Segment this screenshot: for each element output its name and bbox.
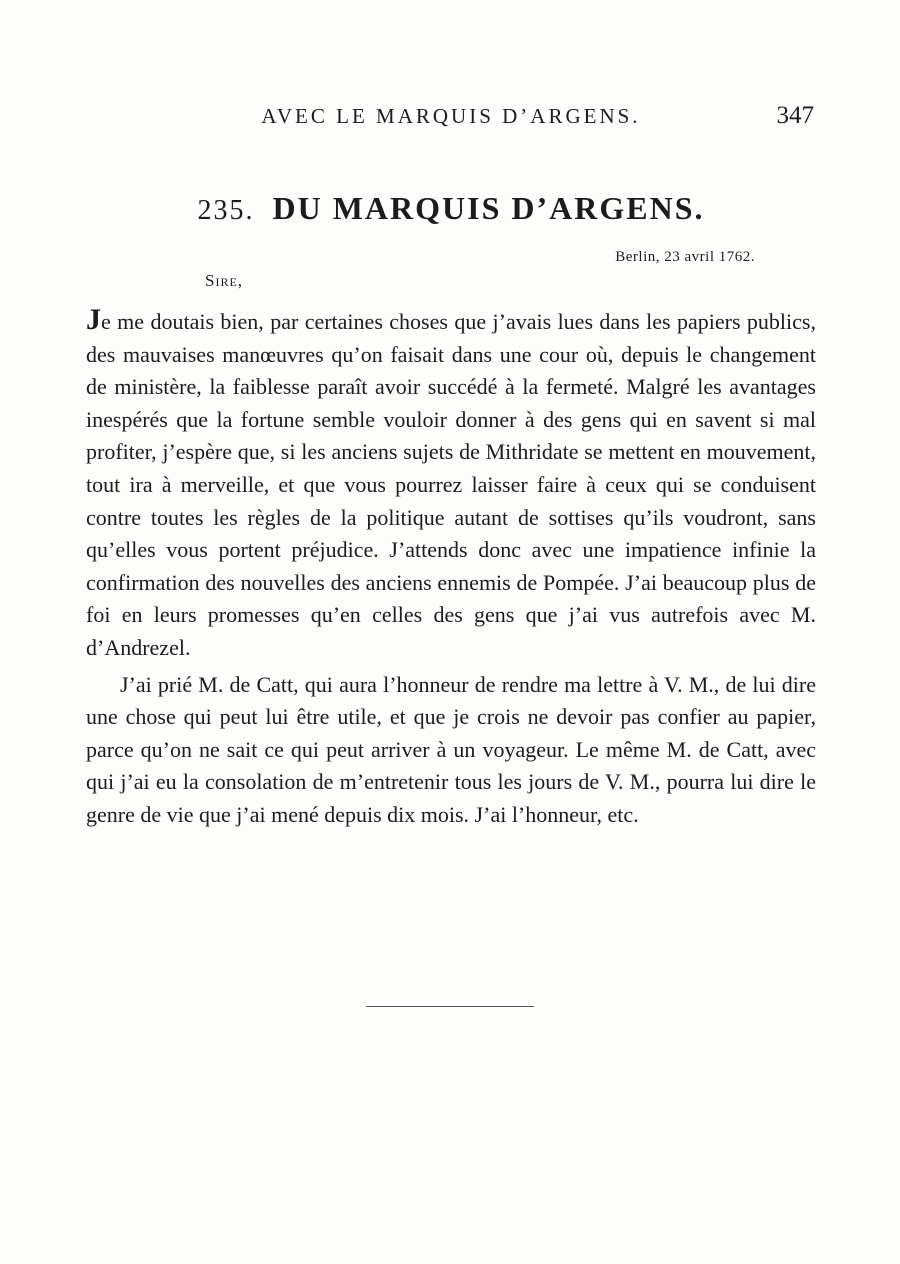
running-title: AVEC LE MARQUIS D’ARGENS. [261,104,641,128]
paragraph-2: J’ai prié M. de Catt, qui aura l’honneur de rendre ma lettre à V. M., de lui dire une chose qui peut lui être utile, et que je crois ne devoir pas confier au papier, parce qu’on ne sait ce qui peut arriver à un voyageur. Le même M. de Catt, avec qui j’ai eu la consolation de m’entretenir tous les jours de V. M., pourra lui dire le genre de vie que j’ai mené depuis dix mois. J’ai l’honneur, etc. [86,671,816,827]
letter-body [86,304,816,832]
letter-heading [86,190,816,227]
running-head [86,102,816,134]
page-number: 347 [776,102,814,129]
letter-number: 235. [197,195,255,226]
end-rule [366,1006,534,1007]
letter-title: DU MARQUIS D’ARGENS. [272,190,705,226]
paragraph-1-text: e me doutais bien, par certaines choses que j’avais lues dans les papiers publics, des mauvaises manœuvres qu’on faisait dans une cour où, depuis le changement de ministère, la faiblesse paraît avoir succédé à la fermeté. Malgré les avantages inespérés que la fortune semble vouloir donner à des gens qui en savent si mal profiter, j’espère que, si les anciens sujets de Mithridate se mettent en mouvement, tout ira à merveille, et que vous pourrez laisser faire à ceux qui se conduisent contre toutes les règles de la politique autant de sottises qu’ils voudront, sans qu’elles vous portent préjudice. J’attends donc avec une impatience infinie la confirmation des nouvelles des anciens ennemis de Pompée. J’ai beaucoup plus de foi en leurs promesses qu’en celles des gens que j’ai vus autrefois avec M. d’Andrezel. [86,309,816,660]
letter-salutation: Sire, [205,271,244,290]
paragraph-1 [86,304,816,665]
initial-letter: J [86,303,101,336]
letter-dateline: Berlin, 23 avril 1762. [615,249,755,265]
